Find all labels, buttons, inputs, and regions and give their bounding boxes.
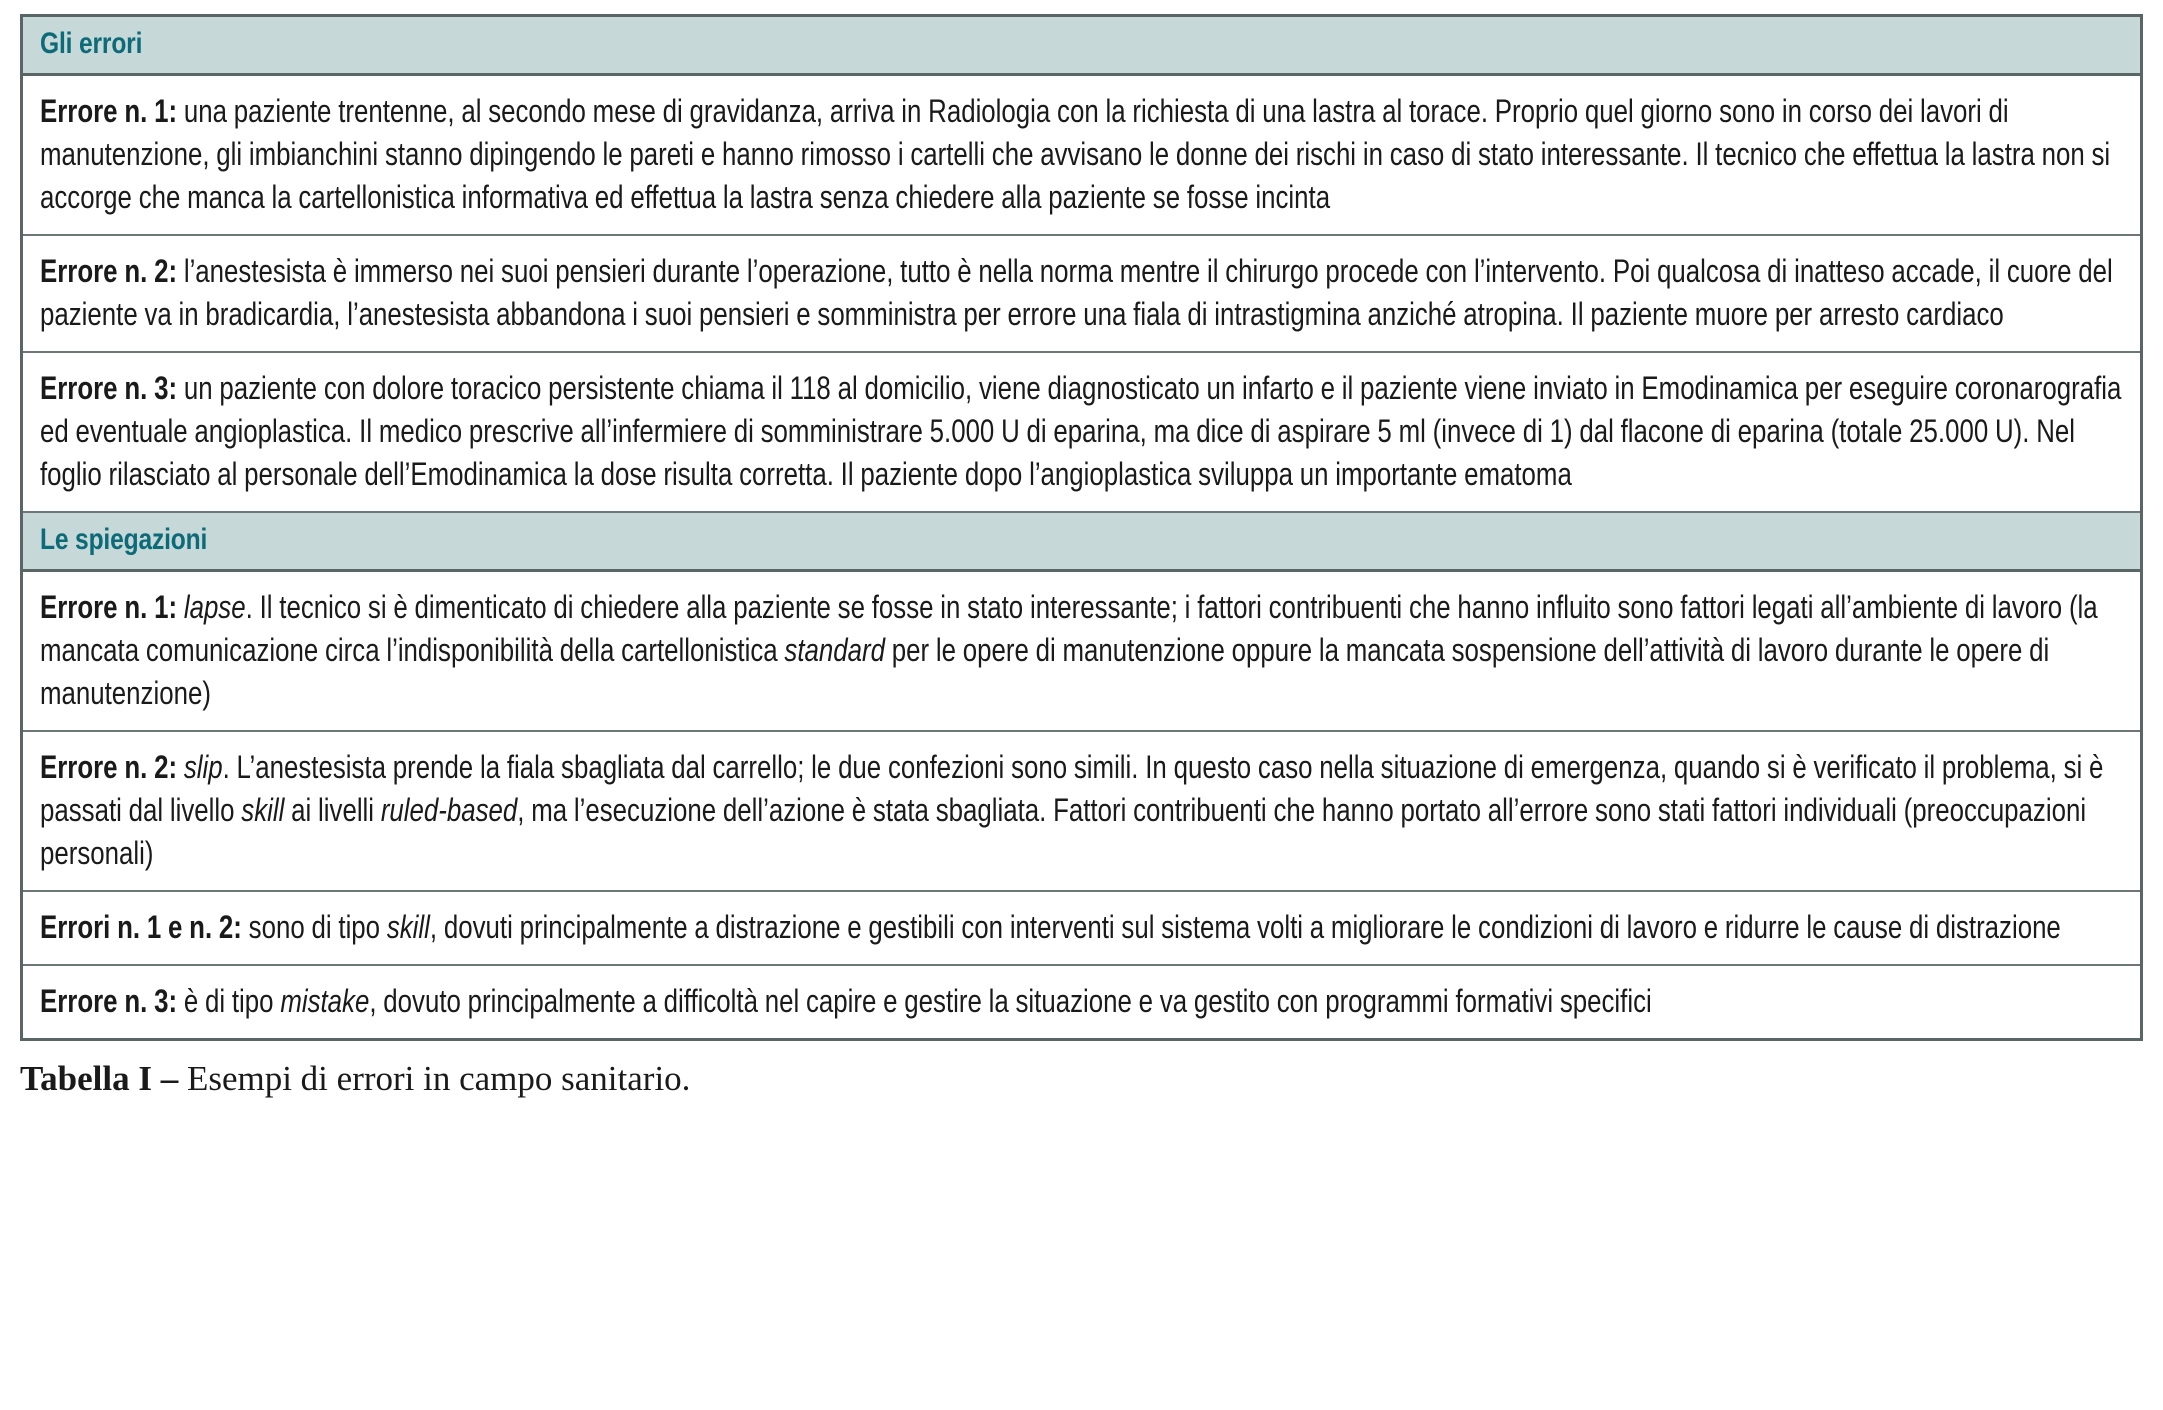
paragraph-body: . L’anestesista prende la fiala sbagliata dal carrello; le due confezioni sono simili. In questo caso nella situazione di emergenza, quando si è verificato il problema, si è passati dal livello — [40, 749, 2104, 828]
section-title-gli-errori: Gli errori — [40, 27, 143, 60]
paragraph-italic-term: mistake — [280, 983, 370, 1019]
table-row-spiegazione-3 — [22, 965, 2142, 1040]
paragraph-label: Errore n. 2: — [40, 253, 178, 289]
paragraph-italic-term-skill: skill — [241, 792, 285, 828]
paragraph-body: è di tipo — [177, 983, 281, 1019]
paragraph-body-tail: per le opere di manutenzione oppure la mancata sospensione dell’attività di lavoro durante le opere di manutenzione) — [40, 632, 2050, 711]
table-cell — [22, 352, 2142, 512]
paragraph-body: una paziente trentenne, al secondo mese di gravidanza, arriva in Radiologia con la richiesta di una lastra al torace. Proprio quel giorno sono in corso dei lavori di manutenzione, gli imbianchini stanno dipingendo le pareti e hanno rimosso i cartelli che avvisano le donne dei rischi in caso di stato interessante. Il tecnico che effettua la lastra non si accorge che manca la cartellonistica informativa ed effettua la lastra senza chiedere alla paziente se fosse incinta — [40, 93, 2111, 215]
paragraph-body: sono di tipo — [241, 909, 387, 945]
section-title-le-spiegazioni: Le spiegazioni — [40, 523, 208, 556]
paragraph-body-mid: ai livelli — [284, 792, 381, 828]
table-row-spiegazione-2 — [22, 731, 2142, 891]
table-cell — [22, 75, 2142, 236]
paragraph-spiegazione-2 — [40, 746, 2123, 875]
caption-text: Esempi di errori in campo sanitario. — [178, 1059, 691, 1098]
paragraph-spiegazione-3 — [40, 980, 2123, 1023]
caption-label: Tabella I – — [20, 1059, 179, 1098]
paragraph-body-tail: , ma l’esecuzione dell’azione è stata sbagliata. Fattori contribuenti che hanno portato all’errore sono stati fattori individuali (preoccupazioni personali) — [40, 792, 2087, 871]
section-header-cell — [22, 512, 2142, 571]
section-header-gli-errori — [22, 16, 2142, 75]
paragraph-italic-lead: slip — [177, 749, 223, 785]
table-row-spiegazione-1-2 — [22, 891, 2142, 965]
errors-table — [20, 14, 2143, 1041]
section-header-cell — [22, 16, 2142, 75]
paragraph-label: Errore n. 1: — [40, 93, 178, 129]
table-row-errore-1 — [22, 75, 2142, 236]
paragraph-label: Errori n. 1 e n. 2: — [40, 909, 242, 945]
paragraph-errore-2 — [40, 250, 2123, 336]
paragraph-italic-term: skill — [386, 909, 430, 945]
paragraph-italic-term-ruled-based: ruled-based — [380, 792, 518, 828]
table-cell — [22, 731, 2142, 891]
paragraph-label: Errore n. 3: — [40, 983, 178, 1019]
table-cell — [22, 891, 2142, 965]
paragraph-errore-3 — [40, 367, 2123, 496]
paragraph-body: un paziente con dolore toracico persistente chiama il 118 al domicilio, viene diagnosticato un infarto e il paziente viene inviato in Emodinamica per eseguire coronarografia ed eventuale angioplastica. Il medico prescrive all’infermiere di somministrare 5.000 U di eparina, ma dice di aspirare 5 ml (invece di 1) dal flacone di eparina (totale 25.000 U). Nel foglio rilasciato al personale dell’Emodinamica la dose risulta corretta. Il paziente dopo l’angioplastica sviluppa un importante ematoma — [40, 370, 2122, 492]
paragraph-italic-lead: lapse — [177, 589, 246, 625]
paragraph-body-tail: , dovuti principalmente a distrazione e gestibili con interventi sul sistema volti a migliorare le condizioni di lavoro e ridurre le cause di distrazione — [429, 909, 2061, 945]
table-caption — [20, 1057, 2143, 1101]
table-row-spiegazione-1 — [22, 571, 2142, 732]
paragraph-body: l’anestesista è immerso nei suoi pensieri durante l’operazione, tutto è nella norma mentre il chirurgo procede con l’intervento. Poi qualcosa di inatteso accade, il cuore del paziente va in bradicardia, l’anestesista abbandona i suoi pensieri e somministra per errore una fiala di intrastigmina anziché atropina. Il paziente muore per arresto cardiaco — [40, 253, 2113, 332]
paragraph-body: . Il tecnico si è dimenticato di chiedere alla paziente se fosse in stato interessante; i fattori contribuenti che hanno influito sono fattori legati all’ambiente di lavoro (la mancata comunicazione circa l’indisponibilità della cartellonistica — [40, 589, 2098, 668]
section-header-le-spiegazioni — [22, 512, 2142, 571]
table-row-errore-3 — [22, 352, 2142, 512]
paragraph-italic-term: standard — [784, 632, 885, 668]
table-cell — [22, 965, 2142, 1040]
paragraph-body-tail: , dovuto principalmente a difficoltà nel capire e gestire la situazione e va gestito con programmi formativi specifici — [369, 983, 1652, 1019]
paragraph-label: Errore n. 2: — [40, 749, 178, 785]
paragraph-label: Errore n. 1: — [40, 589, 178, 625]
paragraph-label: Errore n. 3: — [40, 370, 178, 406]
paragraph-errore-1 — [40, 90, 2123, 219]
table-row-errore-2 — [22, 235, 2142, 352]
table-cell — [22, 571, 2142, 732]
table-cell — [22, 235, 2142, 352]
paragraph-spiegazione-1-2 — [40, 906, 2123, 949]
paragraph-spiegazione-1 — [40, 586, 2123, 715]
